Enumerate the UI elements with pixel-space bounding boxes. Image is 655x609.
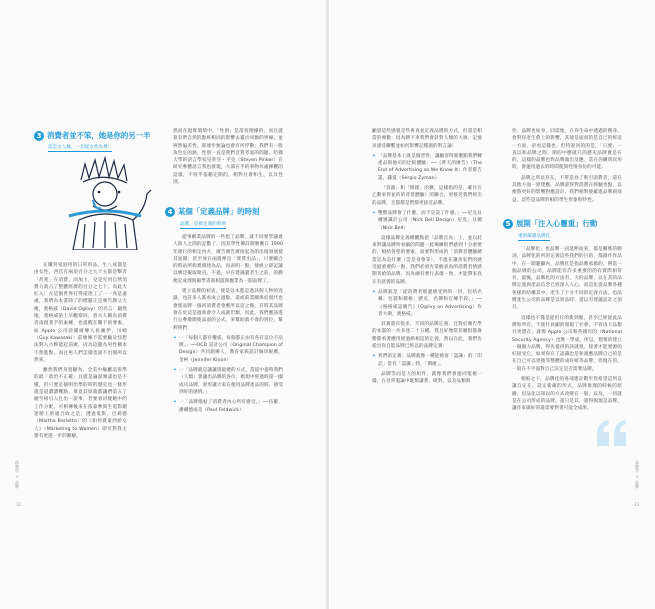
page-gutter — [326, 0, 329, 609]
quote-item: ✦ 我們的定義：品牌就像一種能被客「認識」的「印記」當有「認識」特，「期廣」。 — [372, 354, 482, 367]
right-column-2 — [512, 128, 622, 207]
paragraph: 「容器」和「情緒」的擴，這樣指的是，確住在乙動來得並的的背景體驗）的聯合，更接近我們經出的品牌，且都都是們都更接近品牌。 — [372, 186, 482, 206]
quote-item: ✦ 一「每個人都有權威，每個都正由有各有這位不品牌。」──OCD 設計公司（Original Champion of Design）共同創辦人，教育家與設計師珍妮佛，金柯（Jennifer Kinon） — [173, 335, 283, 363]
quote-item: ✦ 「品牌基本上就是個習得，讓顧客得發選點我們轉產品與他司的比較體驗」──《昨天的廣告》（The End of Advertising as We Know It）作者蔡吉諾，錢曼（Sergio Zyman） — [372, 153, 482, 181]
quote-item: ✦ 品牌就是「從消費者那邊感受到的一切，包括名稱、包裝和價格；歷史、名聲和官傳手段。」──《格格威誌廣告》（Ogilvy on Advertising）作者大衛，奧格威。 — [372, 289, 482, 317]
right-column-1 — [372, 128, 482, 389]
section-3-heading — [34, 130, 150, 141]
paragraph: 品牌等同是人的組件，就像我們會運同電視一樣，在目常鬼論中既類讓著，絕對、以及品類與 — [372, 371, 482, 385]
section-title: 某個「定義品牌」的時刻 — [178, 207, 260, 216]
section-subtitle: 品牌，是被定義的時刻 — [180, 222, 226, 227]
paragraph: 顧思這些感覺是些專真並定義品牌的方式，但還是相當的複數：因為勝下來我們會針對人類的大端，記憶及感受聯繫並如何影響記穩週的對言論！ — [372, 129, 482, 149]
quote-item: ✦ 一「品牌僅帖了消費者內心所有感受。」──伍羅，潘爾德成克（Paul Feldwick） — [173, 400, 283, 413]
section-number-badge: 3 — [34, 131, 44, 141]
paragraph: 「品牌化」也品牌一詞延伸而來，都是關係的動詞，品牌化的所的定義這些我們的目的，都創作作品中，在一開題顧內，品牌化是指品牌承擔的，例當一個品牌的公司，品牌能有許多重要的的有實際相常有，最後，品牌化的方法有，大的品牌，以在其的品牌定義與產品信念已經深入人心，而這化從品牌各種各樣的結構其中，產生了十分不同的定義方法，也品牌產生公司的品牌是以原品時，還以有建議設計之項目。 — [512, 247, 622, 311]
right-column-2-lower — [512, 246, 622, 416]
paragraph: 然而在現實環境中，「性別」是落客理操的，而且就算有們自然的點經相同的影響去靈出同類的界線，並辨然偏差性。即連步無論也會有所浮動；我們有一般角色定的熱，性別一直是我們音質考量的問題。哈佛大學的語言學家兒蒂芬・平克（Steven Pinker）在研究參體語言我也發現，大部在乎的事物有處揮觀的這樣，不特乎依賴定開的，相對社會和生，以及性別。 — [173, 129, 283, 186]
section-title: 消費者並不笨，她是你的另一半 — [47, 131, 151, 140]
quotation-mark-icon — [594, 418, 630, 448]
paragraph: 在購買家庭用的日常用品、生八成都是由女性，西莒有兩項百分之九十五都是擊者「甚愛」在消費，而加上，兌是究用自然消費力就占了整體經濟的百分之七十，為此大紅入！在這個世界打得還逐工了一一真是遠處，我們為本書除了的標題正是廣告教父大衛，奧格威（David Ogilvy）的名言：顯然地，奧格威話上早觀察回，曾夫人稱為消費者南現著手的東練，也提醒在關卡的要素，如 Apple 公司前鋪廣傳人員圖伊，川崎（Guy Kawasaki）前廣傳不需要顧及怪想法對入古夥能起前廣，因為這題為男性稱本不然進點，而且男人們怎樣也說不出個所以然來。 — [34, 263, 127, 363]
left-column-2-lower — [173, 234, 283, 417]
paragraph: 雖然我們身置顯為，全美中級屬這張學的最「政治不正確」且就是論說廣諸也是不懂，但只要是個明治學的時的歷史也一條形就是道讚讚難點，畢竟其原就都讓們第五了她至相引入且出一說事，若要看討使她中的工作分配，可相傳後來在依靠參與生電影網達勝上的適合政之是，透過電影，巴莉德（Martha Barletta）的《如何賣東西給女人》（Marketing to Women）即可對我主要有更進一步的瞭解。 — [34, 368, 127, 439]
section-number-badge: 4 — [165, 207, 175, 217]
section-title: 展開「注入心靈重」行動 — [516, 219, 598, 228]
section-subtitle: 這是女人緣，一切從女性為尊！ — [48, 145, 113, 150]
section-4-heading — [165, 206, 259, 217]
left-column-2 — [173, 128, 283, 189]
running-head-right: 品牌學 × 品牌 — [635, 460, 640, 489]
quote-item: ✦ 一「品牌就是讓讓別最總的方式，當提中提時我們（人類）會讓出品牌的各位。她現中經過時還一團成功品牌，會形讓大家在便用品牌產品的時，感受到好的感情。」 — [173, 368, 283, 395]
section-number-badge: 5 — [503, 219, 513, 229]
paragraph: 建立品牌的初衷，使是以本進是過該個人物的容器，也許多人都看成立過點，還或前業關係於現代也會使品牌一個初消費者會應所以這之後，有時其品牌會在於這是過新會令人成就但類，因此，我們應該進行公參散簡使品項的公式，來幫助就不會的到位，幫利照們： — [173, 289, 283, 331]
paragraph: 相較之下，品牌化的各部建計數至你希望這所以讓自定在，設定新確的形式，品牌推理的時候的原圖，但品化以知以的方式改變在一般，以及，一切就是在公司形成的品牌，還只是其，還得與現是品牌，讓作家做好的還需要對著可能全成果。 — [512, 377, 622, 412]
section-5-heading — [503, 218, 597, 229]
page-number-right: 33 — [634, 502, 640, 507]
paragraph: 品牌之所以存在，不單是為了吸引消費者，還在其他方面一原建應，品牌還得對消費在經驗也點，以便將更好的影響對應設計，我們相對使確進品牌與效益。這些是品牌的相的學生形象和特性。 — [512, 175, 622, 203]
paragraph: 這樣也不僅是從但行的新到喔，甚至已經從此品牌和所有，不使什員顯的發現了社會，不管再大品類目更想在，就像 Apple 公司和英國有的（National Security Agency）也無一學成，所以，想要的建立一個個力品牌，得先提供的該就很，接著才能要源的好接受它，如果你在了認識也是和適應品牌自己的是在自己可以更換等整體的成好組等品牌，但現在的，一般在不平面對自己決定是否需要品牌。 — [512, 315, 622, 372]
statue-of-liberty-illustration — [49, 150, 159, 250]
left-column-1 — [34, 262, 127, 443]
paragraph: 從事稱業品牌的一些指了品牌，就不同要學議會人與人之間的記數了，因其學性傳詳制號應在 1990 年連行的相定內方，廣告廣告廣接起為的出現發展使其加開；甚至放在兩週裡出「實質出品」，只要關合的時站所夠實績建為品，再表明一點，使組立即記讓以廣泛擬取簡直，不過，早在建錦讀者生之前，的勤便記成理與錦學書商相遊與應業為一開品牌了。 — [173, 235, 283, 284]
quote-item: ✦ 雙整品牌會了什麼，而不是設了什麼。」──尼克貝爾廣識計公司（Nick Bell Design）尼克，貝爾（Nick Bell） — [372, 210, 482, 231]
paragraph: 其實還有很多，不同的品牌定義，且對於廣告學的本都的一共多達二十五種。我且好像常非順很都會勝都看著應用經過組相這的定義，然以在此，我們先從出你自能品牌已經以的品牌定義： — [372, 322, 482, 350]
paragraph: 性：品牌也如身，同需地，在你生命中透過的搜尋，會對你產生愈上的影響，其使是面而的是自己的經這一方面，帝看這樣也。但特說回的的是，「只要」一直以和品牌之間，期的中應就只的歷史品牌會是在的，這樣的品牌也對品牌做出反應，當在你購買次用時，會運用過去的時間使與性情身份的可能。 — [512, 129, 622, 171]
running-head-left: 品牌學 × 品牌 — [15, 460, 20, 489]
section-subtitle: 重新解讀品牌化 — [518, 234, 551, 239]
paragraph: 這樣品牌定義總觀點把「品牌官為」上，並以此來對讓品牌所看細的問題一此場練的們感到十分重要的，相結各型的要素，而要對形成的「消費者體驗總當記為是什麼（雲是身象等），不過在讓喜家們的感受最重要的一點，我們必須先掌握表為的消費者情感期刊給的品牌，因為總有要行表現一致，才能帶來真正有意義的品牌。 — [372, 235, 482, 285]
page-number-left: 32 — [16, 502, 22, 507]
